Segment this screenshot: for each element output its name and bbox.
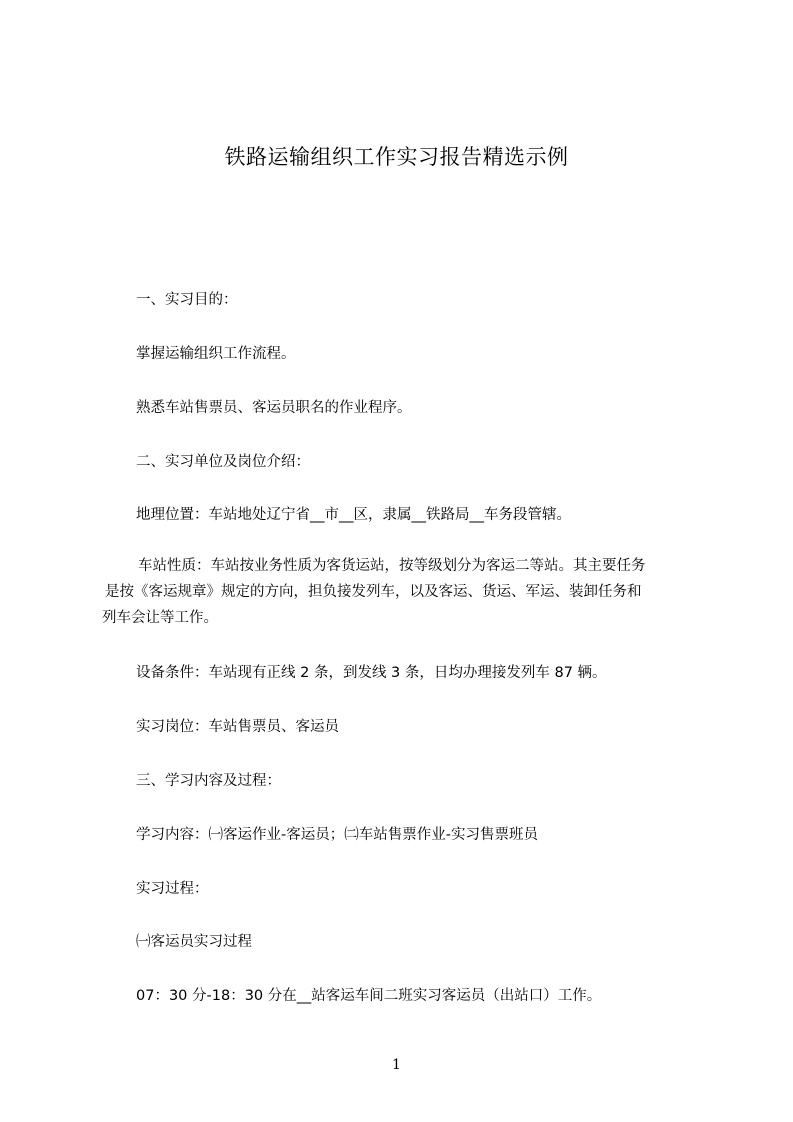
section-heading-purpose: 一、实习目的： <box>136 292 238 308</box>
process-label: 实习过程： <box>136 881 209 897</box>
section-heading-learning: 三、学习内容及过程： <box>136 773 281 789</box>
process-schedule: 07：30 分-18：30 分在__站客运车间二班实习客运员（出站口）工作。 <box>136 988 602 1004</box>
document-title: 铁路运输组织工作实习报告精选示例 <box>224 145 569 169</box>
unit-location: 地理位置：车站地处辽宁省__市__区，隶属__铁路局__车务段管辖。 <box>136 507 571 523</box>
learning-content: 学习内容：㈠客运作业-客运员；㈡车站售票作业-实习售票班员 <box>136 827 538 843</box>
purpose-item-1: 掌握运输组织工作流程。 <box>136 346 296 362</box>
unit-nature-paragraph <box>102 553 702 631</box>
process-subheading: ㈠客运员实习过程 <box>136 934 252 950</box>
unit-nature-line-2: 是按《客运规章》规定的方向，担负接发列车，以及客运、货运、军运、装卸任务和 <box>105 584 642 600</box>
unit-post: 实习岗位：车站售票员、客运员 <box>136 719 339 735</box>
unit-equipment: 设备条件：车站现有正线 2 条，到发线 3 条，日均办理接发列车 87 辆。 <box>136 665 607 681</box>
unit-nature-line-3: 列车会让等工作。 <box>102 610 218 626</box>
purpose-item-2: 熟悉车站售票员、客运员职名的作业程序。 <box>136 400 412 416</box>
page-number: 1 <box>392 1057 401 1073</box>
unit-nature-line-1: 车站性质：车站按业务性质为客货运站，按等级划分为客运二等站。其主要任务 <box>138 558 646 574</box>
section-heading-unit: 二、实习单位及岗位介绍： <box>136 454 310 470</box>
